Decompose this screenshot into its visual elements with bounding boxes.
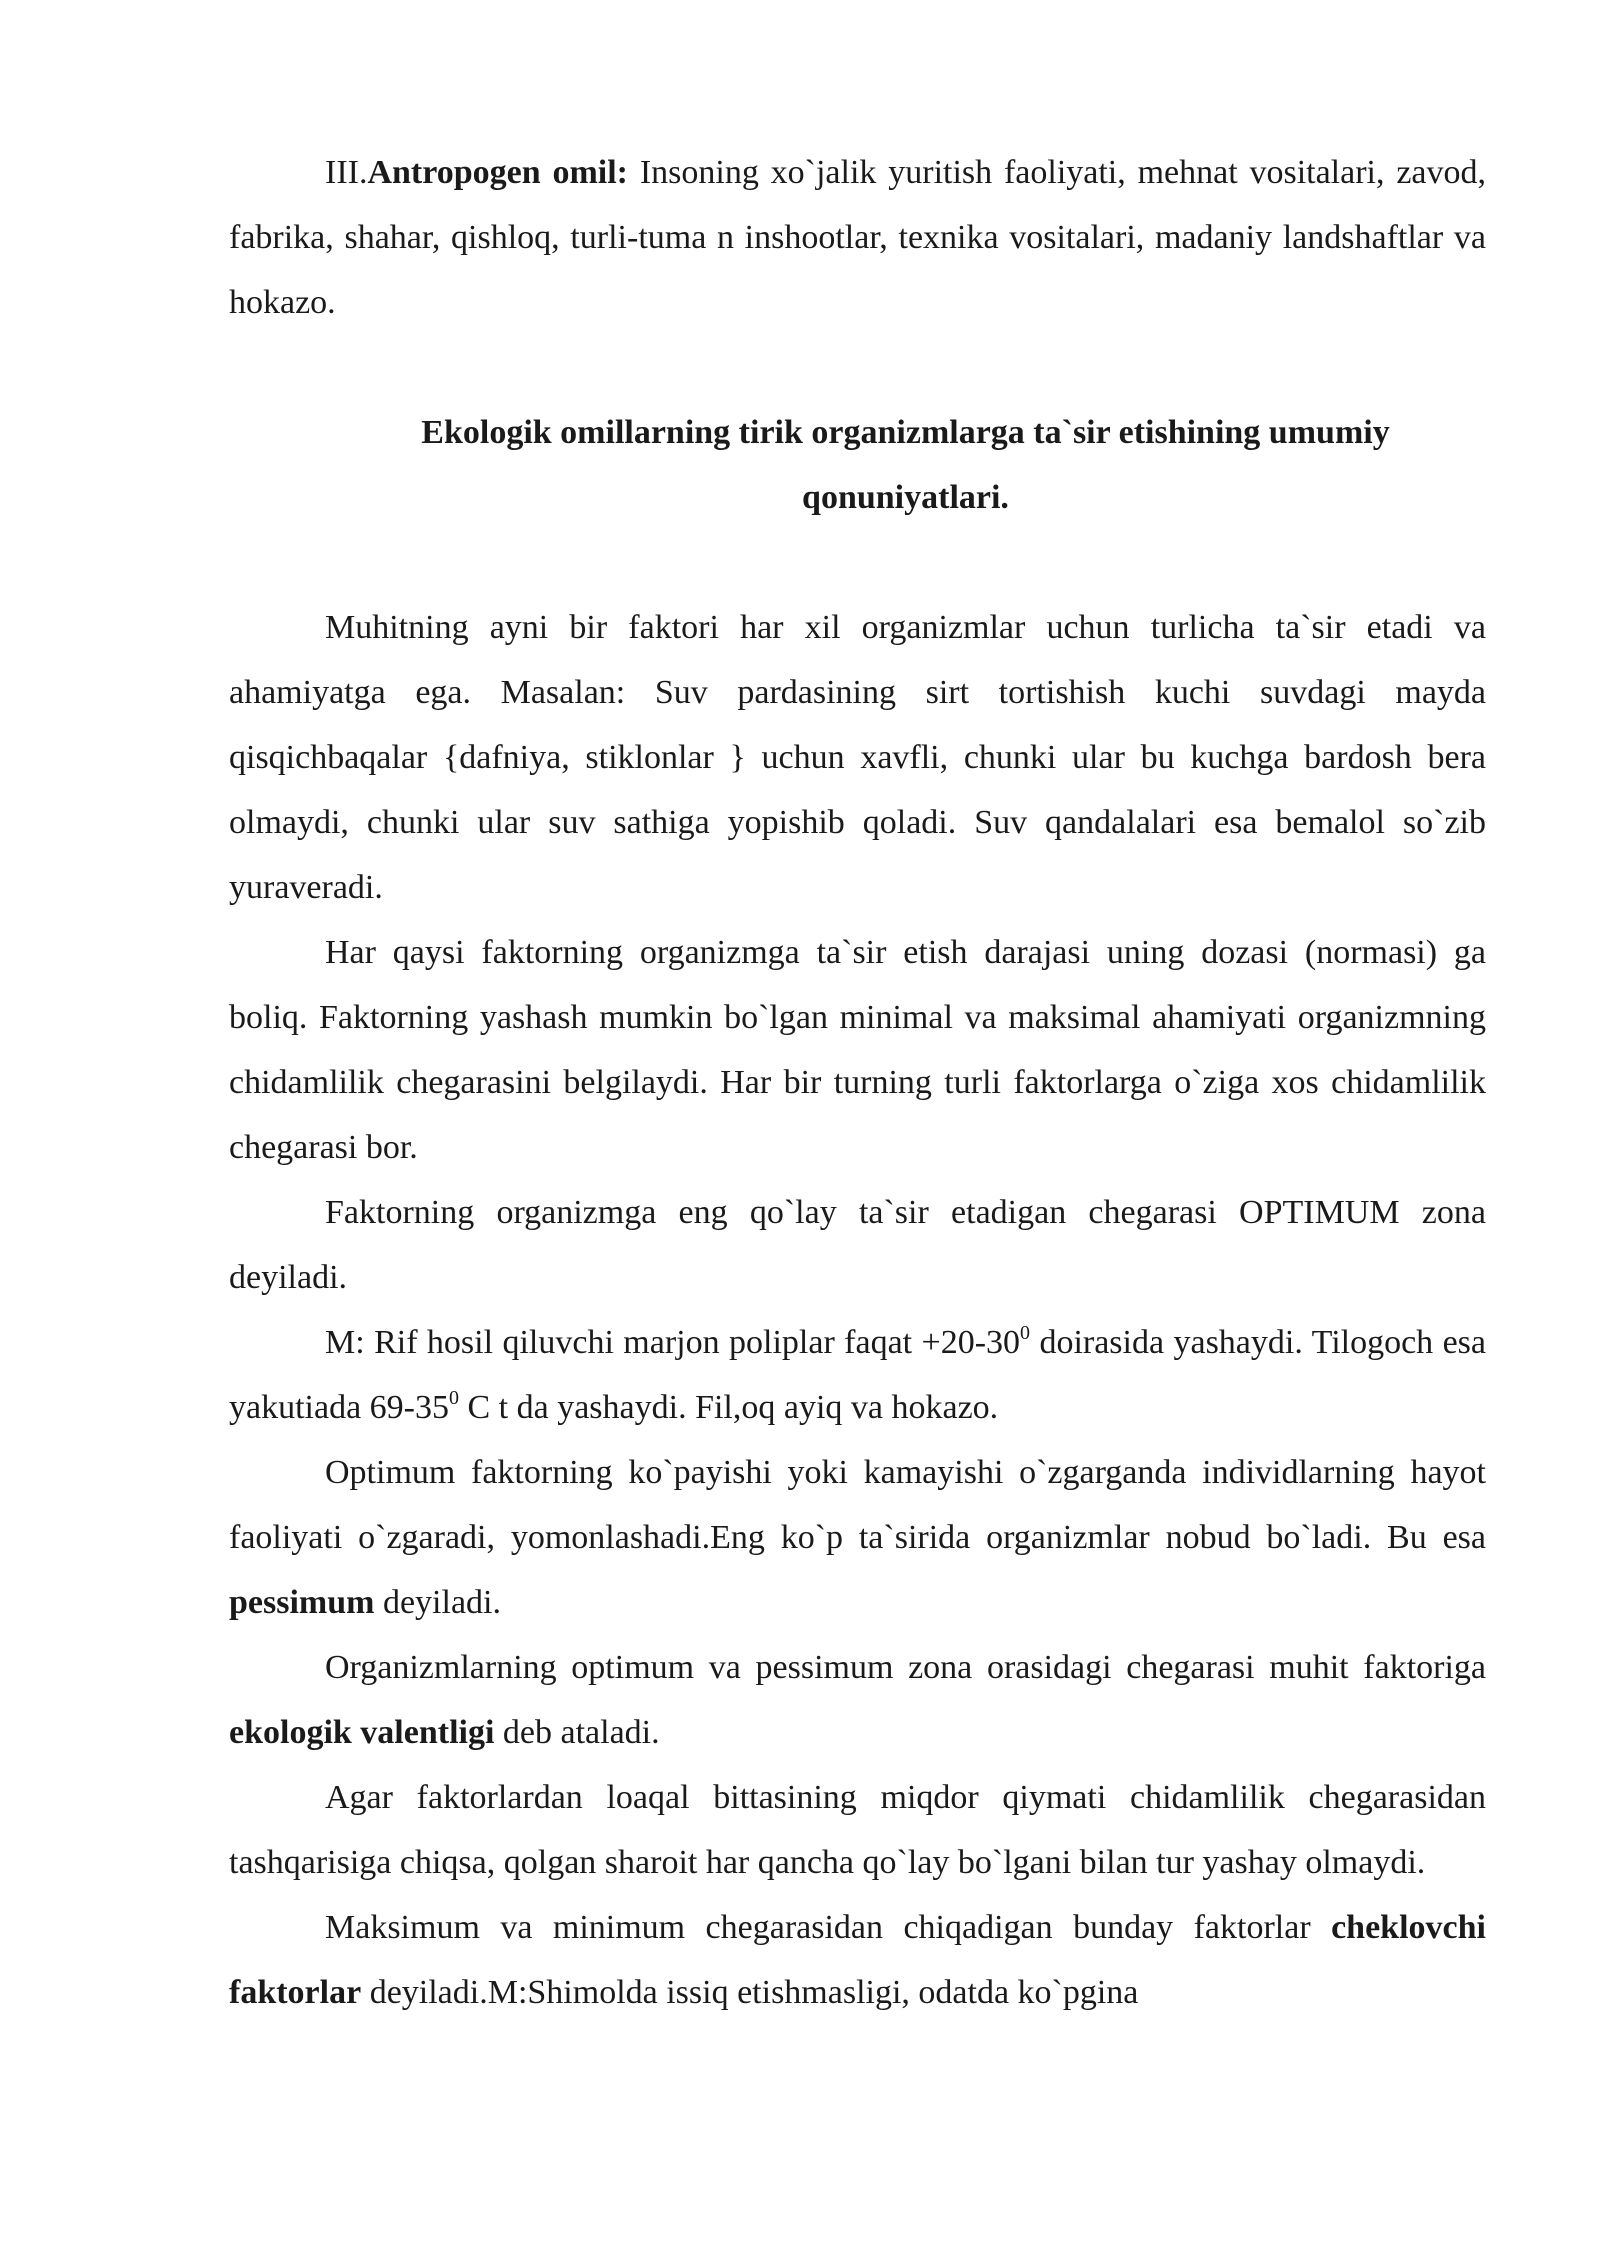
- section-number: III.: [325, 154, 368, 191]
- document-page: [229, 140, 1486, 2025]
- paragraph-text: Maksimum va minimum chegarasidan chiqadigan bunday faktorlar: [325, 1909, 1332, 1946]
- paragraph-text: deb ataladi.: [494, 1714, 660, 1751]
- heading-line-2: qonuniyatlari.: [802, 479, 1009, 516]
- paragraph-optimum: Faktorning organizmga eng qo`lay ta`sir etadigan chegarasi OPTIMUM zona deyiladi.: [229, 1194, 1486, 1296]
- paragraph-faktor-darajasi: Har qaysi faktorning organizmga ta`sir etish darajasi uning dozasi (normasi) ga boliq. Faktorning yashash mumkin bo`lgan minimal va maksimal ahamiyati organizmning chidamlilik chegarasini belgilaydi. Har bir turning turli faktorlarga o`ziga xos chidamlilik chegarasi bor.: [229, 934, 1486, 1166]
- paragraph-text: deyiladi.M:Shimolda issiq etishmasligi, odatda ko`pgina: [361, 1974, 1139, 2011]
- paragraph-text: M: Rif hosil qiluvchi marjon poliplar faqat +20-30: [325, 1324, 1021, 1361]
- paragraph-pessimum: [229, 1440, 1486, 1635]
- term-ekologik-valentligi: ekologik valentligi: [229, 1714, 495, 1751]
- paragraph-text: Insoning xo`jalik yuritish faoliyati, mehnat vositalari, zavod, fabrika, shahar, qishloq, turli-tuma n inshootlar, texnika vositalari, madaniy landshaftlar va hokazo.: [229, 154, 1486, 321]
- paragraph-text: C t da yashaydi. Fil,oq ayiq va hokazo.: [459, 1389, 999, 1426]
- paragraph-antropogen: [229, 140, 1486, 335]
- paragraph-text: deyiladi.: [374, 1584, 501, 1621]
- paragraph-chidamlilik: Agar faktorlardan loaqal bittasining miqdor qiymati chidamlilik chegarasidan tashqarisiga chiqsa, qolgan sharoit har qancha qo`lay bo`lgani bilan tur yashay olmaydi.: [229, 1779, 1486, 1881]
- paragraph-misol: [229, 1310, 1486, 1440]
- heading-line-1: Ekologik omillarning tirik organizmlarga ta`sir etishining umumiy: [421, 414, 1390, 451]
- term-antropogen-omil: Antropogen omil:: [367, 154, 629, 191]
- term-pessimum: pessimum: [229, 1584, 375, 1621]
- degree-superscript: 0: [1020, 1322, 1031, 1344]
- term-cheklovchi-faktorlar: cheklovchi faktorlar: [229, 1909, 1486, 2011]
- paragraph-cheklovchi: [229, 1895, 1486, 2025]
- section-heading: [229, 400, 1486, 530]
- paragraph-muhit: Muhitning ayni bir faktori har xil organizmlar uchun turlicha ta`sir etadi va ahamiyatga ega. Masalan: Suv pardasining sirt tortishish kuchi suvdagi mayda qisqichbaqalar {dafniya, stiklonlar } uchun xavfli, chunki ular bu kuchga bardosh bera olmaydi, chunki ular suv sathiga yopishib qoladi. Suv qandalalari esa bemalol so`zib yuraveradi.: [229, 609, 1486, 906]
- paragraph-valentlik: [229, 1635, 1486, 1765]
- paragraph-text: Optimum faktorning ko`payishi yoki kamayishi o`zgarganda individlarning hayot faoliyati o`zgaradi, yomonlashadi.Eng ko`p ta`sirida organizmlar nobud bo`ladi. Bu esa: [229, 1454, 1486, 1556]
- paragraph-text: doirasida yashaydi. Tilogoch esa yakutiada 69-35: [229, 1324, 1486, 1426]
- degree-superscript: 0: [449, 1387, 459, 1409]
- paragraph-text: Organizmlarning optimum va pessimum zona orasidagi chegarasi muhit faktoriga: [325, 1649, 1486, 1686]
